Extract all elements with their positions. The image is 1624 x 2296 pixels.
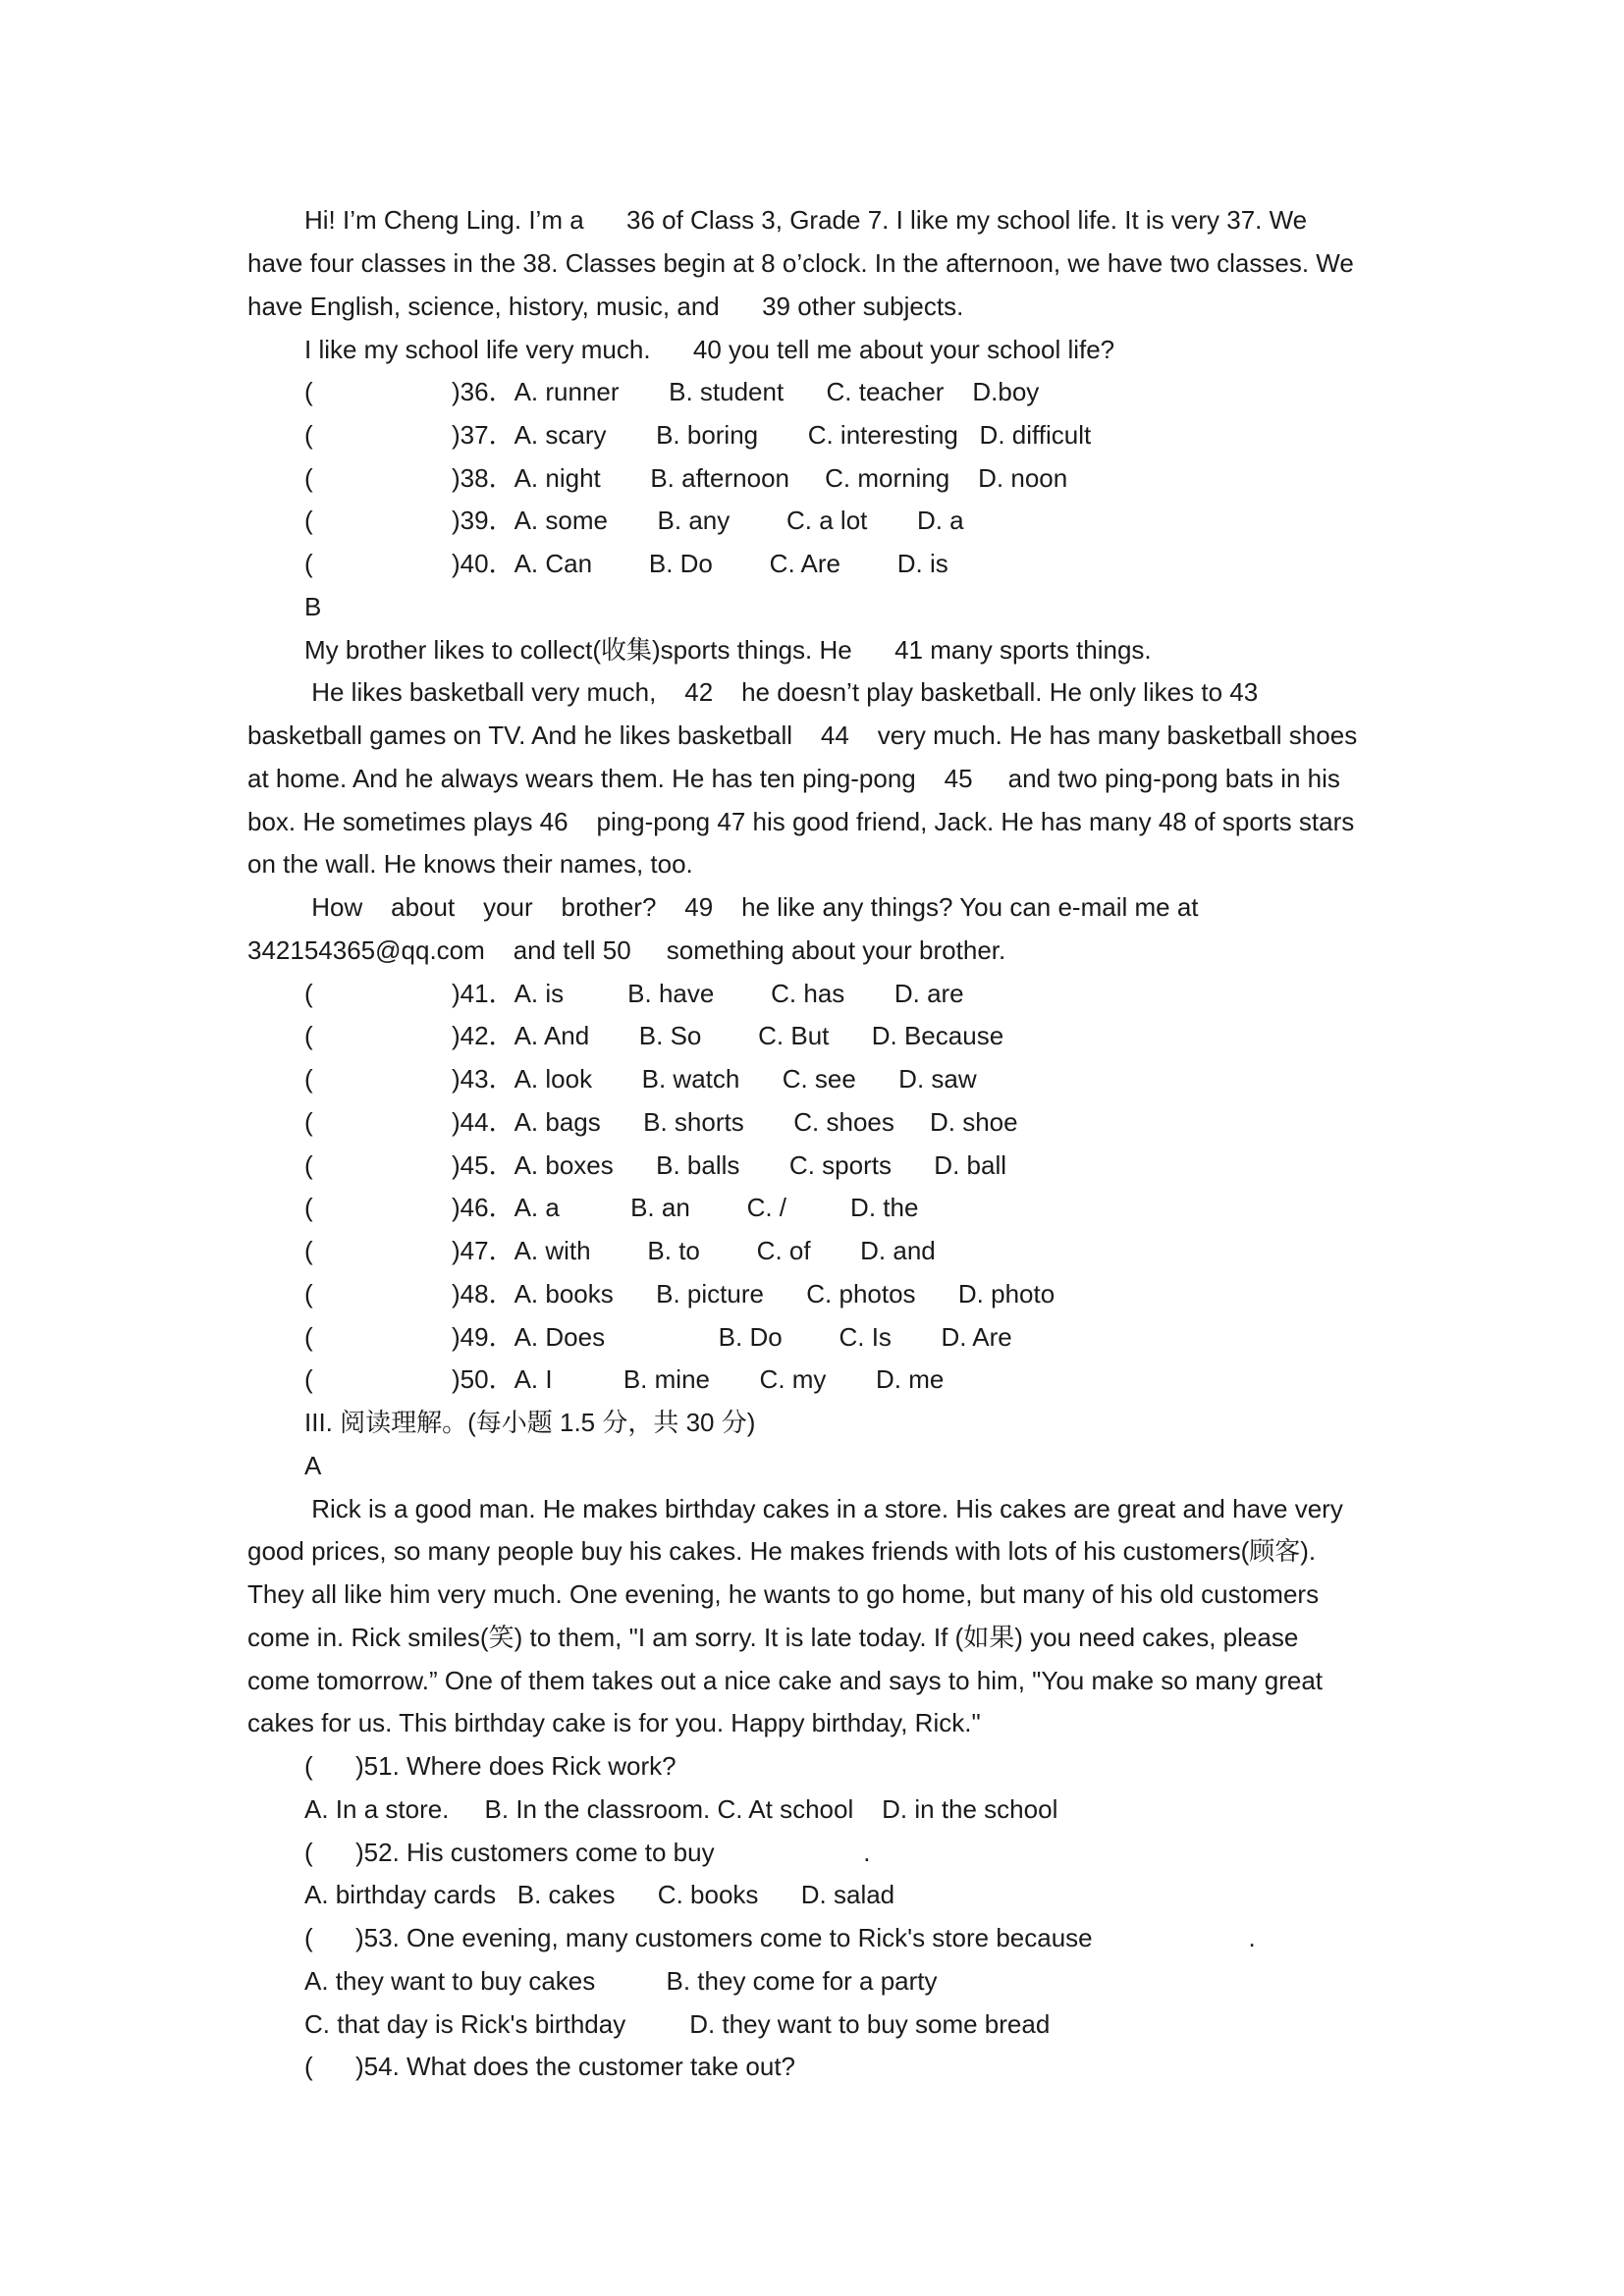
passage-b-line-7: How about your brother? 49 he like any things? You can e-mail me at <box>304 892 1199 922</box>
section-title: III. 阅读理解。(每小题 1.5 分，共 30 分) <box>304 1408 756 1437</box>
reading-heading: A <box>304 1451 322 1480</box>
question-42 <box>304 1021 1004 1050</box>
question-options: )44．A. bags B. shorts C. shoes D. shoe <box>452 1107 1018 1137</box>
reading-line-4: come in. Rick smiles(笑) to them, "I am sorry. It is late today. If (如果) you need cakes, please <box>247 1623 1299 1652</box>
question-53-options-2: C. that day is Rick's birthday D. they want to buy some bread <box>304 2009 1051 2039</box>
question-47 <box>304 1236 936 1265</box>
answer-paren[interactable]: ( <box>304 463 313 493</box>
answer-paren[interactable]: ( <box>304 1150 313 1180</box>
reading-line-2: good prices, so many people buy his cakes. He makes friends with lots of his customers(顾客). <box>247 1536 1317 1566</box>
question-51-options: A. In a store. B. In the classroom. C. At school D. in the school <box>304 1794 1058 1824</box>
question-options: )48．A. books B. picture C. photos D. photo <box>452 1279 1056 1308</box>
question-options: )45．A. boxes B. balls C. sports D. ball <box>452 1150 1006 1180</box>
passage-b-line-8: 342154365@qq.com and tell 50 something about your brother. <box>247 935 1006 965</box>
passage-a-line-2: have four classes in the 38. Classes begin at 8 o’clock. In the afternoon, we have two classes. We <box>247 248 1354 278</box>
question-46 <box>304 1193 919 1222</box>
answer-paren[interactable]: ( <box>304 1021 313 1050</box>
reading-line-1: Rick is a good man. He makes birthday cakes in a store. His cakes are great and have very <box>304 1494 1343 1523</box>
reading-line-3: They all like him very much. One evening, he wants to go home, but many of his old customers <box>247 1579 1320 1609</box>
question-53-options-1: A. they want to buy cakes B. they come for a party <box>304 1966 938 1996</box>
question-50 <box>304 1364 945 1394</box>
question-options: )46．A. a B. an C. / D. the <box>452 1193 919 1222</box>
passage-b-line-5: box. He sometimes plays 46 ping-pong 47 his good friend, Jack. He has many 48 of sports stars <box>247 807 1355 836</box>
question-options: )37．A. scary B. boring C. interesting D. difficult <box>452 420 1092 450</box>
question-options: )42．A. And B. So C. But D. Because <box>452 1021 1004 1050</box>
question-49 <box>304 1322 1012 1352</box>
passage-a-line-4: I like my school life very much. 40 you tell me about your school life? <box>304 335 1115 364</box>
question-53-stem[interactable]: ( )53. One evening, many customers come to Rick's store because . <box>304 1923 1256 1952</box>
passage-b-line-2: He likes basketball very much, 42 he doesn’t play basketball. He only likes to 43 <box>304 677 1259 707</box>
passage-b-line-4: at home. And he always wears them. He has ten ping-pong 45 and two ping-pong bats in his <box>247 764 1340 793</box>
question-39 <box>304 506 964 535</box>
question-options: )49．A. Does B. Do C. Is D. Are <box>452 1322 1012 1352</box>
answer-paren[interactable]: ( <box>304 1236 313 1265</box>
question-options: )38．A. night B. afternoon C. morning D. noon <box>452 463 1068 493</box>
passage-b-line-1: My brother likes to collect(收集)sports things. He 41 many sports things. <box>304 635 1152 665</box>
question-options: )50．A. I B. mine C. my D. me <box>452 1364 945 1394</box>
question-52-options: A. birthday cards B. cakes C. books D. salad <box>304 1880 895 1909</box>
reading-line-6: cakes for us. This birthday cake is for you. Happy birthday, Rick." <box>247 1708 981 1737</box>
question-54-stem[interactable]: ( )54. What does the customer take out? <box>304 2052 796 2081</box>
answer-paren[interactable]: ( <box>304 549 313 578</box>
answer-paren[interactable]: ( <box>304 506 313 535</box>
question-43 <box>304 1064 977 1094</box>
question-options: )43．A. look B. watch C. see D. saw <box>452 1064 977 1094</box>
passage-a-line-1: Hi! I’m Cheng Ling. I’m a 36 of Class 3, Grade 7. I like my school life. It is very 37. We <box>304 205 1308 235</box>
passage-a-line-3: have English, science, history, music, and 39 other subjects. <box>247 292 964 321</box>
passage-b-heading: B <box>304 592 322 621</box>
question-48 <box>304 1279 1056 1308</box>
question-51-stem[interactable]: ( )51. Where does Rick work? <box>304 1751 677 1781</box>
question-options: )47．A. with B. to C. of D. and <box>452 1236 936 1265</box>
answer-paren[interactable]: ( <box>304 420 313 450</box>
question-37 <box>304 420 1092 450</box>
question-options: )36．A. runner B. student C. teacher D.boy <box>452 377 1040 406</box>
question-options: )41．A. is B. have C. has D. are <box>452 979 964 1008</box>
answer-paren[interactable]: ( <box>304 1322 313 1352</box>
question-52-stem[interactable]: ( )52. His customers come to buy . <box>304 1838 871 1867</box>
reading-line-5: come tomorrow.” One of them takes out a nice cake and says to him, "You make so many great <box>247 1666 1324 1695</box>
answer-paren[interactable]: ( <box>304 1107 313 1137</box>
question-44 <box>304 1107 1018 1137</box>
question-options: )40．A. Can B. Do C. Are D. is <box>452 549 948 578</box>
question-options: )39．A. some B. any C. a lot D. a <box>452 506 964 535</box>
answer-paren[interactable]: ( <box>304 1364 313 1394</box>
question-45 <box>304 1150 1006 1180</box>
answer-paren[interactable]: ( <box>304 1279 313 1308</box>
question-36 <box>304 377 1040 406</box>
answer-paren[interactable]: ( <box>304 1193 313 1222</box>
passage-b-line-6: on the wall. He knows their names, too. <box>247 849 693 879</box>
answer-paren[interactable]: ( <box>304 377 313 406</box>
passage-b-line-3: basketball games on TV. And he likes basketball 44 very much. He has many basketball shoes <box>247 721 1358 750</box>
question-40 <box>304 549 948 578</box>
answer-paren[interactable]: ( <box>304 979 313 1008</box>
question-41 <box>304 979 964 1008</box>
question-38 <box>304 463 1068 493</box>
answer-paren[interactable]: ( <box>304 1064 313 1094</box>
